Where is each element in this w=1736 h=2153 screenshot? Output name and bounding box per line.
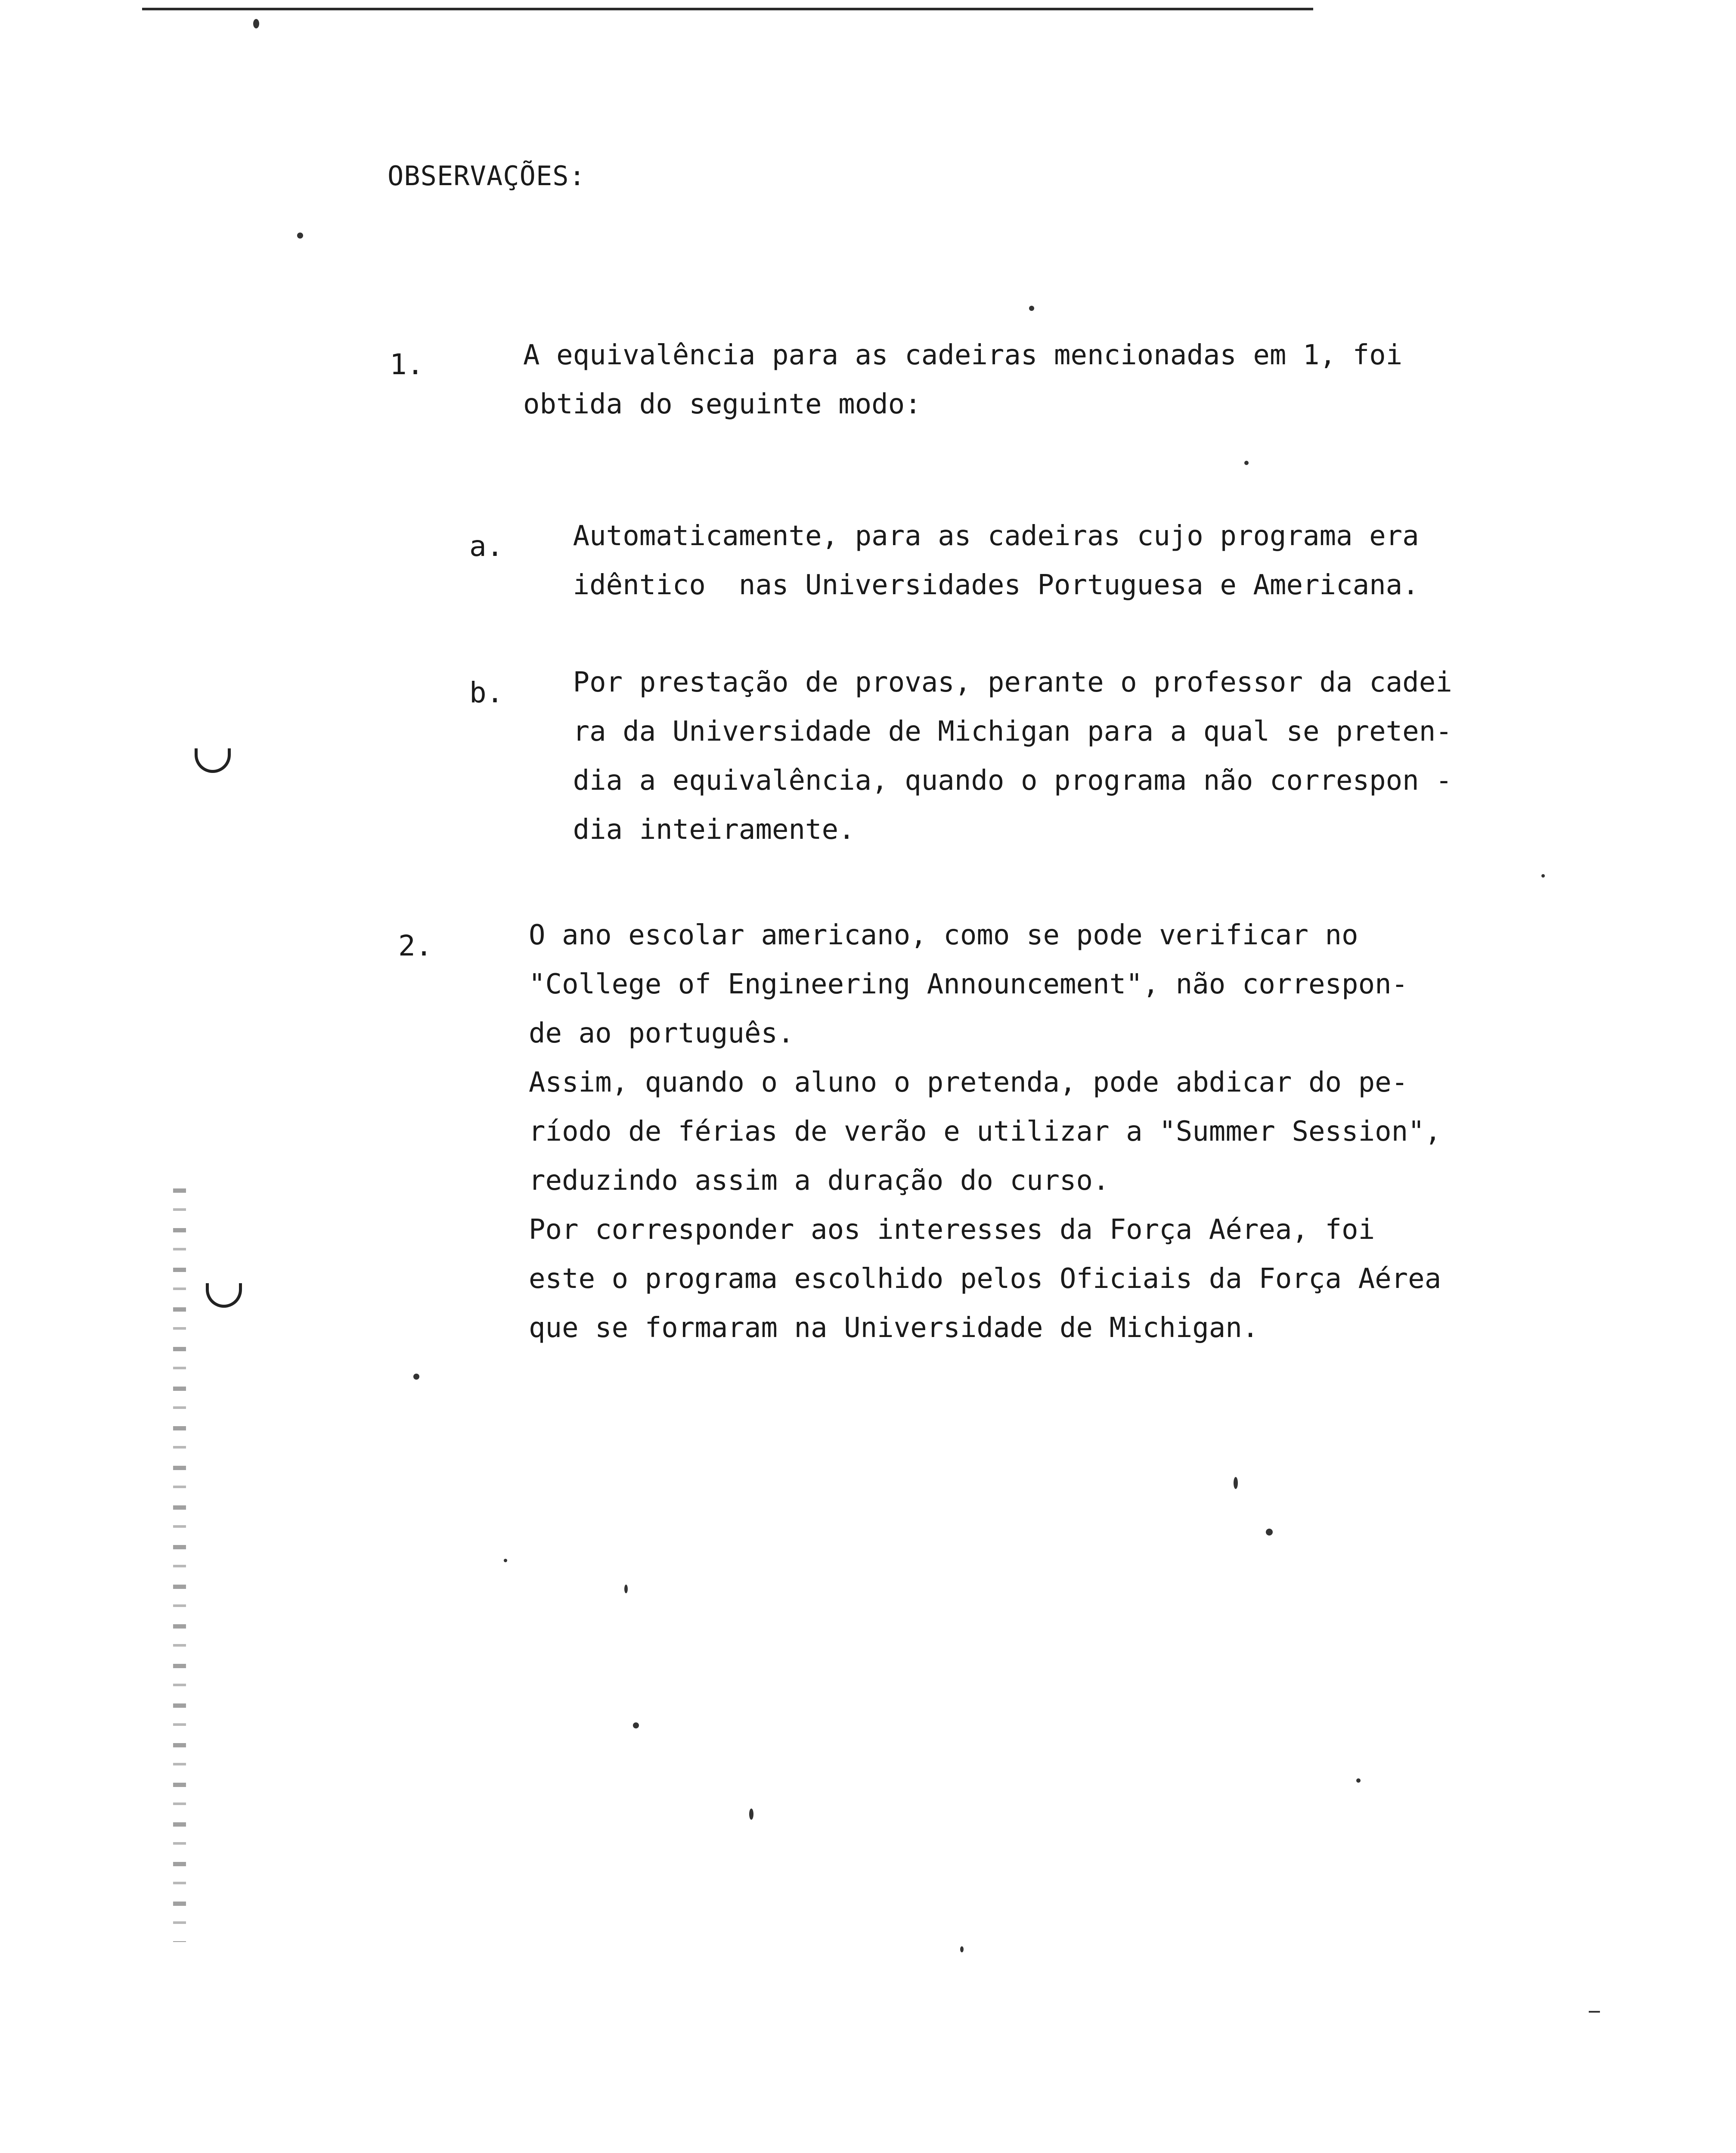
text-line: dia a equivalência, quando o programa não correspon - (573, 765, 1452, 797)
scan-speck (624, 1585, 628, 1593)
sub-item-b-letter: b. (469, 676, 504, 709)
sub-item-a-text (523, 512, 1419, 610)
scan-speck (1029, 306, 1034, 311)
page-heading: OBSERVAÇÕES: (388, 160, 586, 192)
text-line: A equivalência para as cadeiras mencionadas em 1, foi (523, 339, 1403, 371)
text-line: dia inteiramente. (573, 814, 855, 846)
text-line: reduzindo assim a duração do curso. (529, 1165, 1110, 1197)
item-2-text (529, 911, 1441, 1353)
scan-speck (297, 233, 303, 239)
item-1-number: 1. (390, 348, 424, 381)
text-line: este o programa escolhido pelos Oficiais da Força Aérea (529, 1263, 1442, 1295)
punch-hole-mark (195, 748, 231, 773)
scan-speck (253, 19, 259, 28)
binding-edge-marks (173, 1188, 186, 1942)
sub-item-a-letter: a. (469, 530, 504, 563)
scan-speck (1244, 461, 1249, 465)
scan-speck (1356, 1778, 1361, 1783)
text-line: Assim, quando o aluno o pretenda, pode abdicar do pe- (529, 1067, 1408, 1098)
item-1-text (523, 331, 1402, 429)
scan-speck (1234, 1477, 1238, 1489)
text-line: "College of Engineering Announcement", não correspon- (529, 968, 1408, 1000)
text-line: de ao português. (529, 1018, 794, 1049)
text-line: que se formaram na Universidade de Michigan. (529, 1312, 1259, 1344)
sub-item-b-text (523, 658, 1452, 854)
top-rule-line (142, 8, 1313, 10)
text-line: O ano escolar americano, como se pode verificar no (529, 919, 1358, 951)
item-2-number: 2. (398, 929, 433, 962)
scan-speck (960, 1946, 964, 1952)
text-line: ra da Universidade de Michigan para a qual se preten- (573, 716, 1452, 748)
punch-hole-mark (206, 1283, 242, 1308)
scan-speck (749, 1809, 753, 1820)
text-line: obtida do seguinte modo: (523, 388, 921, 420)
scan-speck (1541, 874, 1545, 878)
text-line: Automaticamente, para as cadeiras cujo programa era (573, 520, 1419, 552)
text-line: Por corresponder aos interesses da Força Aérea, foi (529, 1214, 1375, 1246)
scan-speck (1266, 1529, 1273, 1536)
text-line: Por prestação de provas, perante o professor da cadei (573, 667, 1452, 698)
scan-speck (504, 1559, 507, 1562)
text-line: idêntico nas Universidades Portuguesa e Americana. (573, 569, 1419, 601)
scan-speck (413, 1374, 419, 1380)
text-line: ríodo de férias de verão e utilizar a "Summer Session", (529, 1116, 1442, 1148)
margin-dash (1589, 2011, 1600, 2013)
scan-speck (633, 1722, 639, 1728)
